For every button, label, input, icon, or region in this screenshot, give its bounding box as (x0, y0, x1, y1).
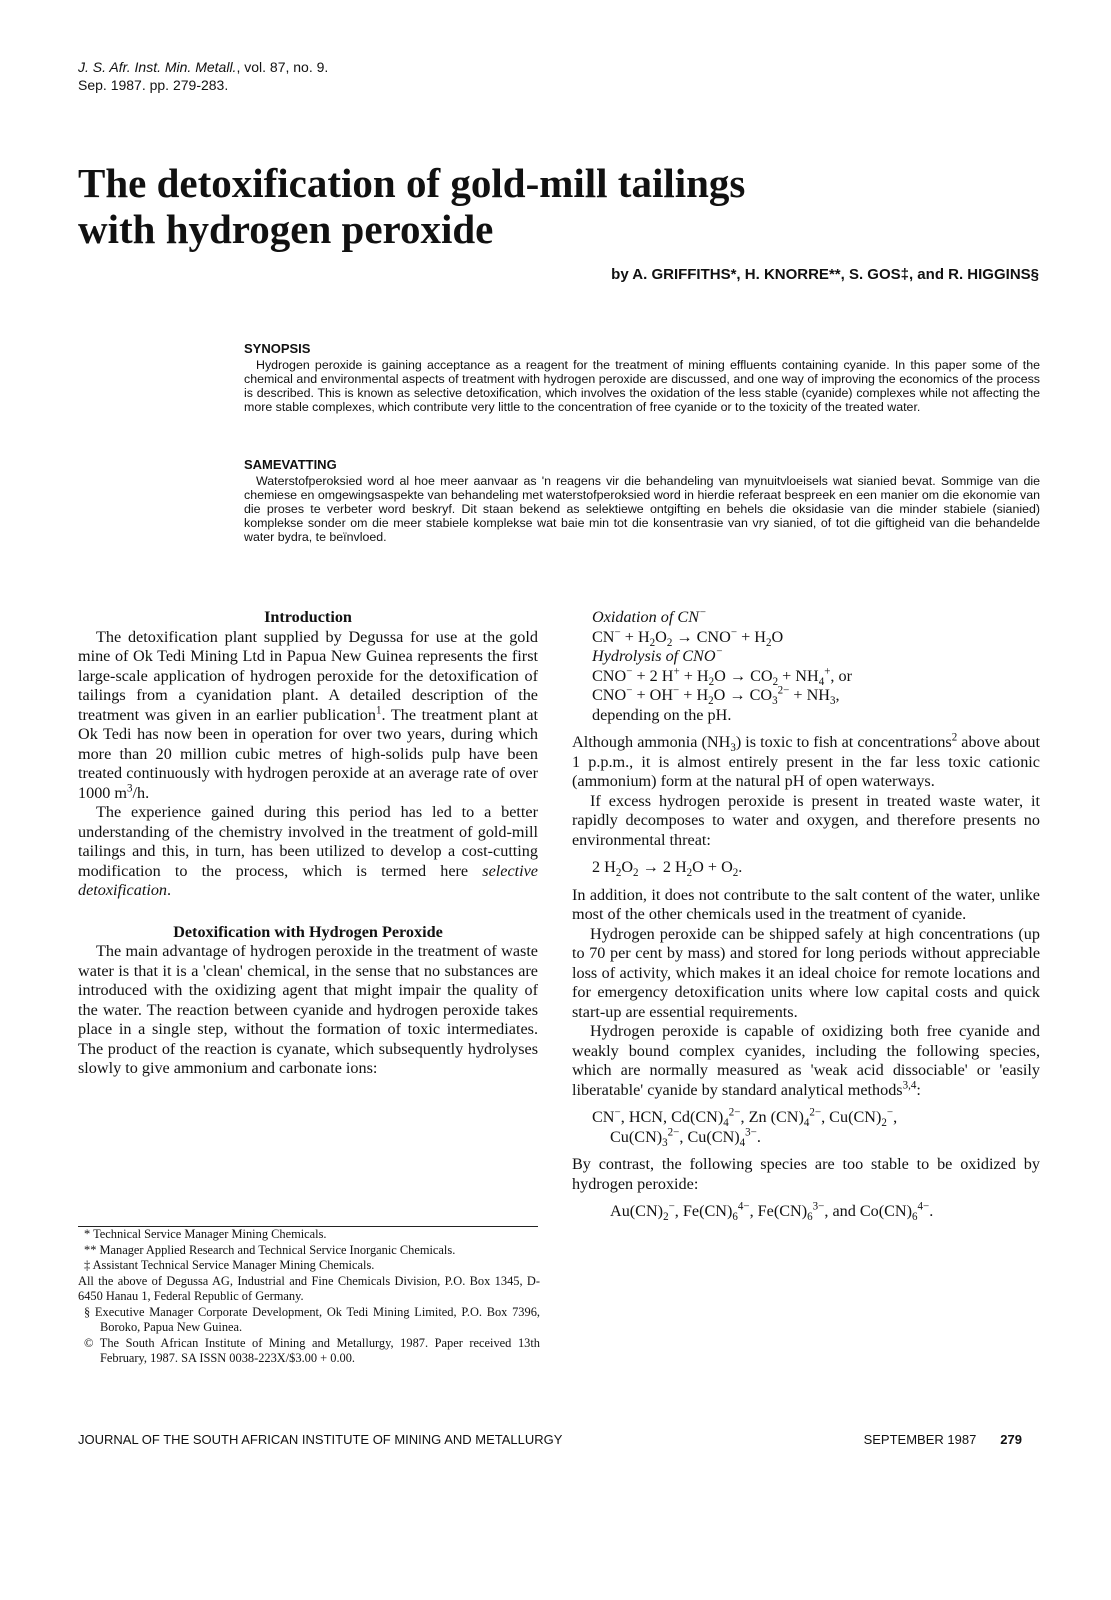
intro-paragraph-1: The detoxification plant supplied by Degussa for use at the gold mine of Ok Tedi Mining Ltd in Papua New Guinea represents the first large-scale application of hydrogen peroxide for the detoxification of tailings from a cyanidation plant. A detailed description of the treatment was given in an earlier publication$^1$. The treatment plant at Ok Tedi has now been in operation for over two years, during which more than 20 million cubic metres of high-solids pulp have been treated continuously with hydrogen peroxide at an average rate of over 1000 $m^3/h$. (78, 627, 539, 802)
samevatting-heading: SAMEVATTING (244, 457, 337, 472)
equation-hydrolysis-acid: CNO− + 2 $H^+ + H_2O \to CO_2 + NH_4^+$, or (592, 665, 852, 688)
footer-issue: SEPTEMBER 1987 (863, 1432, 977, 1447)
shipped-paragraph: Hydrogen peroxide can be shipped safely at high concentrations (up to 70 per cent by mass) and stored for long periods without appreciable loss of activity, which makes it an ideal choice for remote locations and for emergency detoxification units where low capital costs and quick start-up are essential requirements. (572, 924, 1040, 1021)
equation-oxidation: $CN^- + H_2O_2 \to CNO^- + H_2O$ (592, 626, 784, 649)
detox-heading: Detoxification with Hydrogen Peroxide (173, 922, 443, 941)
samevatting-text: Waterstofperoksied word al hoe meer aanvaar as 'n reagens vir die behandeling van mynuitvloeisels wat sianied bevat. Sommige van die chemiese en omgewingsaspekte van behandeling met waterstofperoksied word in hierdie referaat bespreek en een manier om die ekonomie van die proses te verbeter word beskryf. Dit staan bekend as selektiewe ontgifting en behels die oksidasie van die minder stabiele (sianied) komplekse sonder om die meer stabiele komplekse wat baie min tot die konsentrasie van vry sianied, of tot die giftigheid van die behandelde water bydra, te beïnvloed. (244, 474, 1040, 544)
footnotes (78, 1226, 540, 1367)
intro-heading: Introduction (264, 608, 352, 626)
depending-text: depending on the pH. (592, 705, 732, 724)
equation-decomposition: 2 $H_2O_2 \to 2$ $H_2O + O_2$. (592, 858, 743, 880)
citation (78, 58, 328, 94)
weak-complex-species: CN−, HCN, $Cd(CN)_4^{2-}$, Zn $(CN)_4^{2-}$, $Cu(CN)_2^-$, $Cu(CN)_3^{2-}$, $Cu(CN)_4^{3-}$. (592, 1106, 898, 1149)
date-pages: Sep. 1987. pp. 279-283. (78, 77, 229, 93)
journal-abbrev: J. S. Afr. Inst. Min. Metall. (78, 59, 237, 75)
title-line-1: The detoxification of gold-mill tailings (78, 160, 746, 206)
capable-paragraph: Hydrogen peroxide is capable of oxidizing both free cyanide and weakly bound complex cyanides, including the following species, which are normally measured as 'weak acid dissociable' or 'easily liberatable' cyanide by standard analytical methods$^{3,4}$: (572, 1022, 1040, 1099)
salt-paragraph: In addition, it does not contribute to the salt content of the water, unlike most of the other chemicals used in the treatment of cyanide. (572, 885, 1040, 923)
detox-paragraph-1: The main advantage of hydrogen peroxide in the treatment of waste water is that it is a 'clean' chemical, in the sense that no substances are introduced with the oxidizing agent that might impair the quality of the water. The reaction between cyanide and hydrogen peroxide takes place in a single step, without the formation of toxic intermediates. The product of the reaction is cyanate, which subsequently hydrolyses slowly to give ammonium and carbonate ions: (78, 942, 538, 1077)
page-footer (78, 1432, 1022, 1447)
right-column (572, 608, 1040, 1230)
samevatting (244, 458, 1040, 544)
footer-right (864, 1432, 1022, 1447)
excess-paragraph: If excess hydrogen peroxide is present in treated waste water, it rapidly decomposes to water and oxygen, and therefore presents no environmental threat: (572, 791, 1040, 849)
footnote-4: All the above of Degussa AG, Industrial and Fine Chemicals Division, P.O. Box 1345, D-6450 Hanau 1, Federal Republic of Germany. (78, 1273, 540, 1303)
synopsis-text: Hydrogen peroxide is gaining acceptance as a reagent for the treatment of mining effluents containing cyanide. In this paper some of the chemical and environmental aspects of treatment with hydrogen peroxide are discussed, and one way of improving the economics of the process is described. This is known as selective detoxification, which involves the oxidation of the less stable (cyanide) complexes while not affecting the more stable complexes, which contribute very little to the concentration of free cyanide or to the toxicity of the treated water. (244, 358, 1040, 414)
synopsis (244, 342, 1040, 414)
hydrolysis-label: Hydrolysis of CNO− (592, 645, 723, 665)
contrast-paragraph: By contrast, the following species are too stable to be oxidized by hydrogen peroxide: (572, 1155, 1040, 1193)
title-line-2: with hydrogen peroxide (78, 206, 494, 252)
footnote-6: © The South African Institute of Mining and Metallurgy, 1987. Paper received 13th February, 1987. SA ISSN 0038-223X/$3.00 + 0.00. (84, 1335, 540, 1365)
page-number: 279 (1000, 1432, 1022, 1447)
footnote-1: * Technical Service Manager Mining Chemicals. (84, 1227, 327, 1241)
footnote-3: ‡ Assistant Technical Service Manager Mining Chemicals. (84, 1258, 375, 1272)
stable-complex-species: $Au(CN)_2^-$, $Fe(CN)_6^{4-}$, $Fe(CN)_6^{3-}$, and $Co(CN)_6^{4-}$. (610, 1200, 934, 1224)
article-title (78, 160, 1038, 252)
synopsis-heading: SYNOPSIS (244, 341, 311, 356)
oxidation-label: Oxidation of CN− (592, 606, 707, 626)
ammonia-paragraph: Although ammonia $(NH_3)$ is toxic to fish at concentrations$^2$ above about 1 p.p.m., it is almost entirely present in the far less toxic cationic (ammonium) form at the natural pH of open waterways. (572, 731, 1040, 790)
footnote-2: ** Manager Applied Research and Technical Service Inorganic Chemicals. (84, 1242, 456, 1257)
left-column (78, 608, 538, 1079)
volume-issue: , vol. 87, no. 9. (236, 59, 329, 75)
equation-hydrolysis-base: $CNO^- + OH^- + H_2O \to CO_3^{2-} + NH_3$, (592, 684, 840, 708)
footer-journal: JOURNAL OF THE SOUTH AFRICAN INSTITUTE OF MINING AND METALLURGY (78, 1432, 563, 1447)
intro-paragraph-2: The experience gained during this period has led to a better understanding of the chemistry involved in the treatment of gold-mill tailings and this, in turn, has been utilized to develop a cost-cutting modification to the process, which is termed here selective detoxification. (78, 803, 538, 899)
footnote-5: § Executive Manager Corporate Development, Ok Tedi Mining Limited, P.O. Box 7396, Boroko, Papua New Guinea. (84, 1304, 540, 1334)
authors: by A. GRIFFITHS*, H. KNORRE**, S. GOS‡, and R. HIGGINS§ (611, 266, 1039, 283)
